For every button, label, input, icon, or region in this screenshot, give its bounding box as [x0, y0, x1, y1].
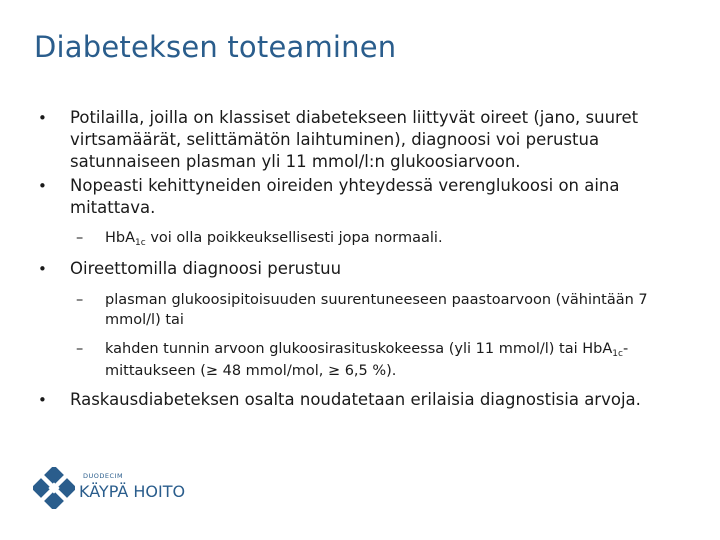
dash-icon: – — [76, 292, 84, 308]
subscript: 1c — [612, 349, 623, 359]
bullet-icon: • — [38, 391, 47, 409]
bullet-text: Oireettomilla diagnoosi perustuu — [70, 259, 342, 278]
logo-diamond-icon — [33, 467, 75, 509]
logo-big-text: KÄYPÄ HOITO — [79, 482, 186, 501]
bullet-item-classic-symptoms — [34, 107, 694, 173]
sub-bullet-hba1c-normal — [34, 228, 694, 250]
sub-bullet-text: -mittaukseen (≥ 48 mmol/mol, ≥ 6,5 %). — [105, 341, 629, 379]
bullet-icon: • — [38, 260, 47, 278]
logo-small-text: DUODECIM — [83, 472, 124, 480]
sub-bullet-text: kahden tunnin arvoon glukoosirasituskokeessa (yli 11 mmol/l) tai HbA — [105, 341, 613, 357]
sub-bullet-text: voi olla poikkeuksellisesti jopa normaali. — [145, 230, 443, 246]
bullet-item-rapid-symptoms — [34, 175, 694, 219]
dash-icon: – — [76, 341, 84, 357]
subscript: 1c — [135, 238, 146, 248]
kaypa-hoito-logo — [33, 467, 186, 511]
sub-bullet-ogtt-hba1c — [34, 339, 694, 381]
bullet-item-gestational — [34, 389, 694, 411]
bullet-text: Potilailla, joilla on klassiset diabetekseen liittyvät oireet (jano, suuret virtsamäärät, selittämätön laihtuminen), diagnoosi voi perustua satunnaiseen plasman yli 11 mmol/l:n glukoosiarvoon. — [70, 108, 639, 171]
bullet-list — [34, 107, 694, 411]
bullet-text: Raskausdiabeteksen osalta noudatetaan erilaisia diagnostisia arvoja. — [70, 390, 641, 409]
sub-bullet-text: HbA — [105, 230, 136, 246]
slide-title: Diabeteksen toteaminen — [34, 30, 397, 64]
bullet-icon: • — [38, 177, 47, 195]
sub-bullet-text: plasman glukoosipitoisuuden suurentuneeseen paastoarvoon (vähintään 7 mmol/l) tai — [105, 292, 648, 328]
bullet-text: Nopeasti kehittyneiden oireiden yhteydessä verenglukoosi on aina mitattava. — [70, 176, 620, 217]
dash-icon: – — [76, 230, 84, 246]
sub-bullet-fasting — [34, 290, 694, 330]
bullet-item-asymptomatic — [34, 258, 694, 280]
bullet-icon: • — [38, 109, 47, 127]
